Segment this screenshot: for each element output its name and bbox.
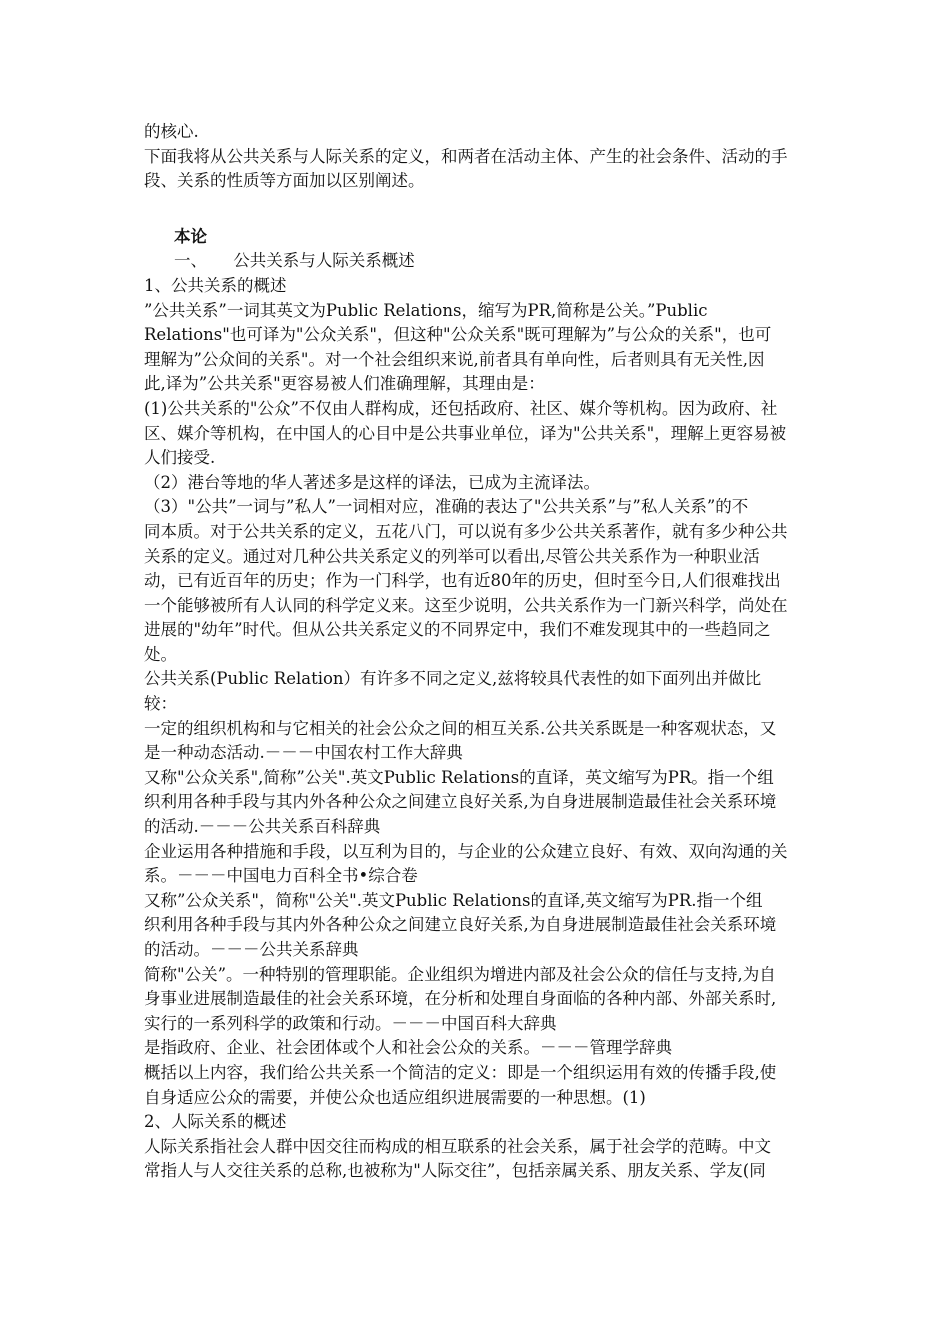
body-text-line: Relations"也可译为"公众关系"，但这种"公众关系"既可理解为”与公众的关系"，也可 [144, 325, 772, 345]
body-text-line: 公共关系(Public Relation）有许多不同之定义,兹将较具代表性的如下面列出并做比 [144, 669, 762, 689]
intro-line: 段、关系的性质等方面加以区别阐述。 [144, 171, 425, 191]
body-text-line: 理解为”公众间的关系"。对一个社会组织来说,前者具有单向性，后者则具有无关性,因 [144, 349, 765, 369]
section-heading: 本论 [174, 226, 207, 246]
body-text-line: 又称”公众关系"，简称"公关".英文Public Relations的直译,英文缩写为PR.指一个组 [144, 890, 763, 910]
body-text-line: 常指人与人交往关系的总称,也被称为"人际交往”，包括亲属关系、朋友关系、学友(同 [144, 1161, 766, 1181]
body-text-line: 实行的一系列科学的政策和行动。－－－中国百科大辞典 [144, 1013, 557, 1033]
body-text-line: 企业运用各种措施和手段，以互利为目的，与企业的公众建立良好、有效、双向沟通的关 [144, 841, 788, 861]
body-text-line: 是一种动态活动.－－－中国农村工作大辞典 [144, 743, 463, 763]
body-text-line: 织利用各种手段与其内外各种公众之间建立良好关系,为自身进展制造最佳社会关系环境 [144, 915, 777, 935]
body-text-line: 又称"公众关系",简称”公关".英文Public Relations的直译，英文缩写为PR。指一个组 [144, 767, 774, 787]
body-text-line: 人际关系指社会人群中因交往而构成的相互联系的社会关系，属于社会学的范畴。中文 [144, 1136, 771, 1156]
intro-line: 下面我将从公共关系与人际关系的定义，和两者在活动主体、产生的社会条件、活动的手 [144, 146, 788, 166]
chapter-title: 一、 公共关系与人际关系概述 [174, 251, 415, 271]
body-text-line: 区、媒介等机构，在中国人的心目中是公共事业单位，译为"公共关系"，理解上更容易被 [144, 423, 787, 443]
body-text-line: 2、人际关系的概述 [144, 1112, 287, 1132]
body-text-line: 自身适应公众的需要，并使公众也适应组织进展需要的一种思想。(1) [144, 1087, 646, 1107]
body-text-line: 动，已有近百年的历史；作为一门科学，也有近80年的历史，但时至今日,人们很难找出 [144, 571, 781, 591]
body-text-line: 较： [144, 694, 177, 714]
body-text-line: 是指政府、企业、社会团体或个人和社会公众的关系。－－－管理学辞典 [144, 1038, 672, 1058]
section-gap [144, 194, 804, 225]
main-text [144, 274, 804, 1184]
body-text-line: ”公共关系”一词其英文为Public Relations，缩写为PR,简称是公关。”Public [144, 300, 708, 320]
body-text-line: 一个能够被所有人认同的科学定义来。这至少说明，公共关系作为一门新兴科学，尚处在 [144, 595, 788, 615]
body-text-line: 简称"公关”。一种特别的管理职能。企业组织为增进内部及社会公众的信任与支持,为自 [144, 964, 776, 984]
body-text-line: 此,译为”公共关系"更容易被人们准确理解，其理由是： [144, 374, 545, 394]
body-text-line: 人们接受. [144, 448, 216, 468]
document-body [144, 120, 804, 1184]
body-text-line: （2）港台等地的华人著述多是这样的译法，已成为主流译法。 [144, 472, 600, 492]
intro-paragraph [144, 120, 804, 194]
body-text-line: 的活动。－－－公共关系辞典 [144, 940, 359, 959]
body-text-line: 概括以上内容，我们给公共关系一个简洁的定义：即是一个组织运用有效的传播手段,使 [144, 1062, 777, 1082]
body-text-line: 进展的"幼年”时代。但从公共关系定义的不同界定中，我们不难发现其中的一些趋同之 [144, 620, 771, 640]
body-text-line: (1)公共关系的"公众”不仅由人群构成，还包括政府、社区、媒介等机构。因为政府、社 [144, 398, 778, 418]
body-text-line: 同本质。对于公共关系的定义，五花八门，可以说有多少公共关系著作，就有多少种公共 [144, 521, 788, 541]
body-text-line: （3）"公共”一词与”私人”一词相对应，准确的表达了"公共关系”与”私人关系”的不 [144, 497, 749, 517]
body-text-line: 系。－－－中国电力百科全书•综合卷 [144, 866, 418, 886]
body-text-line: 的活动.－－－公共关系百科辞典 [144, 817, 381, 837]
body-text-line: 织利用各种手段与其内外各种公众之间建立良好关系,为自身进展制造最佳社会关系环境 [144, 792, 777, 812]
body-text-line: 1、公共关系的概述 [144, 275, 287, 295]
intro-line: 的核心. [144, 122, 199, 141]
body-text-line: 关系的定义。通过对几种公共关系定义的列举可以看出,尽管公共关系作为一种职业活 [144, 546, 760, 566]
body-text-line: 处。 [144, 644, 177, 664]
body-text-line: 一定的组织机构和与它相关的社会公众之间的相互关系.公共关系既是一种客观状态，又 [144, 718, 777, 738]
body-text-line: 身事业进展制造最佳的社会关系环境，在分析和处理自身面临的各种内部、外部关系时, [144, 989, 777, 1009]
